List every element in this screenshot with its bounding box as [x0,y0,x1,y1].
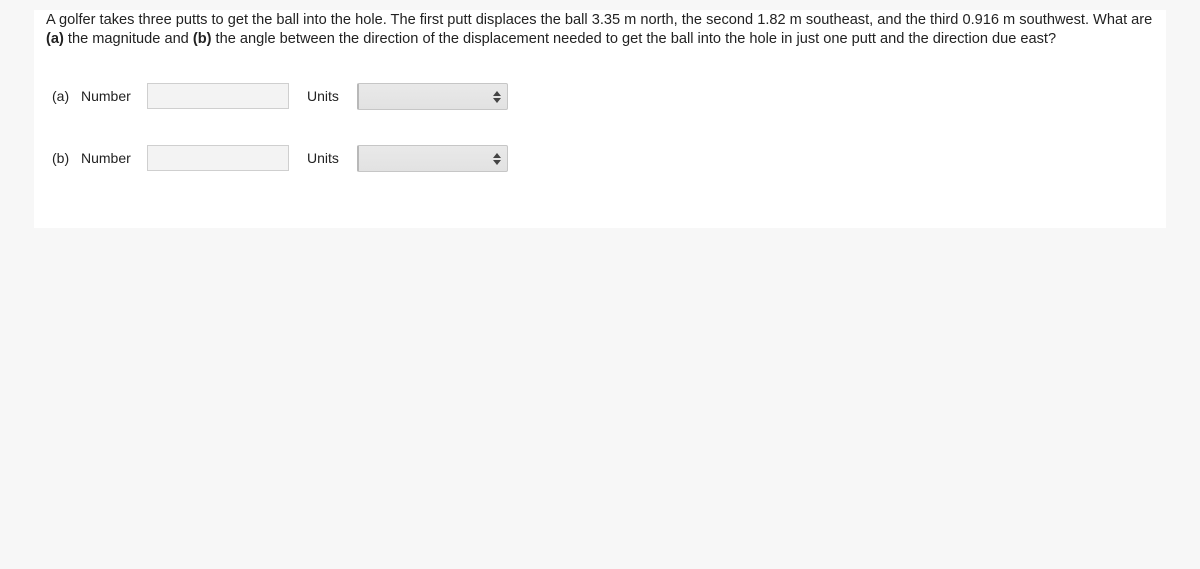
number-input-a[interactable] [147,83,289,109]
part-a-label: (a) [52,88,70,104]
question-intro: A golfer takes three putts to get the ball into the hole. The first putt displaces the ball 3.35 m north, the second 1.82 m southeast, and the third 0.916 m southwest. What are [46,12,1153,28]
number-label-b: Number [81,150,131,166]
number-label-a: Number [81,88,131,104]
answer-row-a [52,83,552,111]
up-down-arrows-icon [493,153,501,165]
units-label-a: Units [307,88,339,104]
part-a-marker: (a) [46,30,64,47]
units-select-a[interactable] [357,83,508,110]
up-down-arrows-icon [493,91,501,103]
units-select-b[interactable] [357,145,508,172]
part-b-marker: (b) [192,30,212,47]
question-middle: the magnitude and [63,30,193,47]
question-card [34,10,1166,228]
part-b-label: (b) [52,150,70,166]
question-ending: the angle between the direction of the displacement needed to get the ball into the hole in just one putt and the direction due east? [211,30,1057,47]
number-input-b[interactable] [147,145,289,171]
answer-row-b [52,145,552,173]
units-label-b: Units [307,150,339,166]
question-text [46,11,1156,48]
